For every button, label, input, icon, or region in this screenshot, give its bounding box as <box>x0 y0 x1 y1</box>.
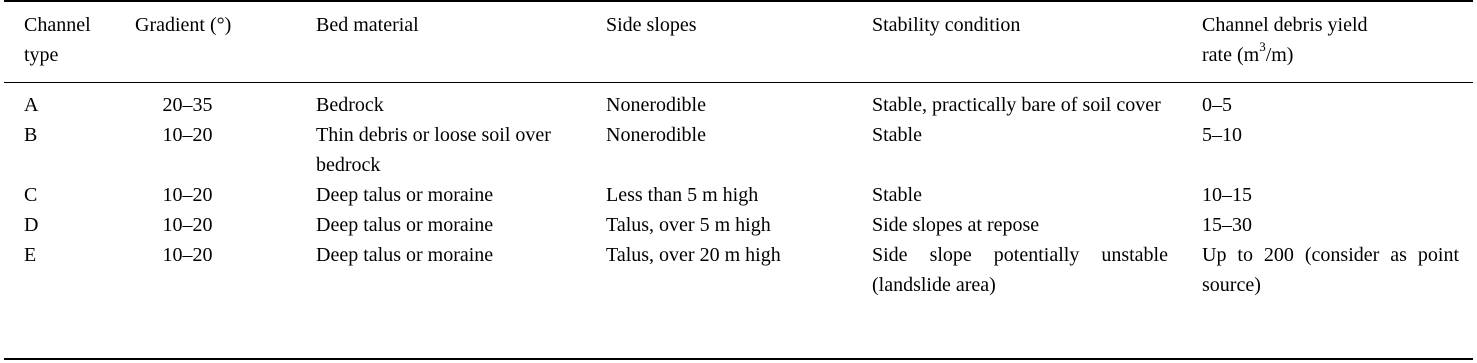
cell-gradient: 10–20 <box>162 184 213 206</box>
table-row <box>4 120 1473 180</box>
header-row <box>4 0 1473 82</box>
cell-side-slopes: Talus, over 20 m high <box>606 244 781 266</box>
cell-channel-type: C <box>24 184 38 206</box>
cell-debris-yield-rate: 15–30 <box>1202 214 1252 236</box>
table-row <box>4 210 1473 240</box>
header-label: Side slopes <box>606 14 697 36</box>
channel-type-table <box>4 0 1473 300</box>
cell-gradient: 20–35 <box>162 94 213 116</box>
cell-side-slopes: Nonerodible <box>606 124 706 146</box>
cell-bed-material: Deep talus or moraine <box>316 184 494 206</box>
header-bed-material <box>298 0 588 82</box>
header-label-rate-post: /m) <box>1265 44 1294 66</box>
header-label-rate <box>1202 39 1294 66</box>
cell-channel-type: E <box>24 244 37 266</box>
superscript-three: 3 <box>1259 39 1266 55</box>
header-gradient <box>117 0 298 82</box>
cell-bed-material: Bedrock <box>316 94 384 116</box>
header-label: Bed material <box>316 14 419 36</box>
header-side-slopes <box>588 0 854 82</box>
header-label: type <box>24 44 59 66</box>
cell-stability-condition: Side slopes at repose <box>872 214 1040 236</box>
cell-bed-material: Deep talus or moraine <box>316 244 494 266</box>
table-row <box>4 240 1473 300</box>
header-label: Stability condition <box>872 14 1021 36</box>
cell-bed-material: Deep talus or moraine <box>316 214 494 236</box>
header-channel-type <box>4 0 117 82</box>
cell-stability-condition: Side slope potentially unstable (landslide area) <box>872 244 1168 296</box>
header-label: Channel debris yield <box>1202 14 1368 36</box>
table-row <box>4 180 1473 210</box>
cell-channel-type: B <box>24 124 38 146</box>
cell-side-slopes: Talus, over 5 m high <box>606 214 771 236</box>
table-body <box>4 82 1473 300</box>
bottom-rule <box>4 358 1473 360</box>
cell-gradient: 10–20 <box>162 124 213 146</box>
cell-debris-yield-rate: Up to 200 (consider as point source) <box>1202 244 1459 296</box>
cell-side-slopes: Less than 5 m high <box>606 184 759 206</box>
cell-gradient: 10–20 <box>162 244 213 266</box>
cell-debris-yield-rate: 10–15 <box>1202 184 1252 206</box>
table-row <box>4 82 1473 120</box>
cell-stability-condition: Stable, practically bare of soil cover <box>872 94 1161 116</box>
cell-stability-condition: Stable <box>872 184 922 206</box>
cell-channel-type: A <box>24 94 39 116</box>
header-label-rate-pre: rate (m <box>1202 44 1260 66</box>
cell-debris-yield-rate: 5–10 <box>1202 124 1242 146</box>
cell-debris-yield-rate: 0–5 <box>1202 94 1232 116</box>
header-label: Gradient (°) <box>135 14 232 36</box>
header-label: Channel <box>24 14 91 36</box>
cell-bed-material: Thin debris or loose soil over bedrock <box>316 124 551 176</box>
cell-side-slopes: Nonerodible <box>606 94 706 116</box>
table-header <box>4 0 1473 82</box>
header-debris-yield-rate <box>1184 0 1473 82</box>
cell-stability-condition: Stable <box>872 124 922 146</box>
cell-gradient: 10–20 <box>162 214 213 236</box>
cell-channel-type: D <box>24 214 39 236</box>
header-stability-condition <box>854 0 1184 82</box>
